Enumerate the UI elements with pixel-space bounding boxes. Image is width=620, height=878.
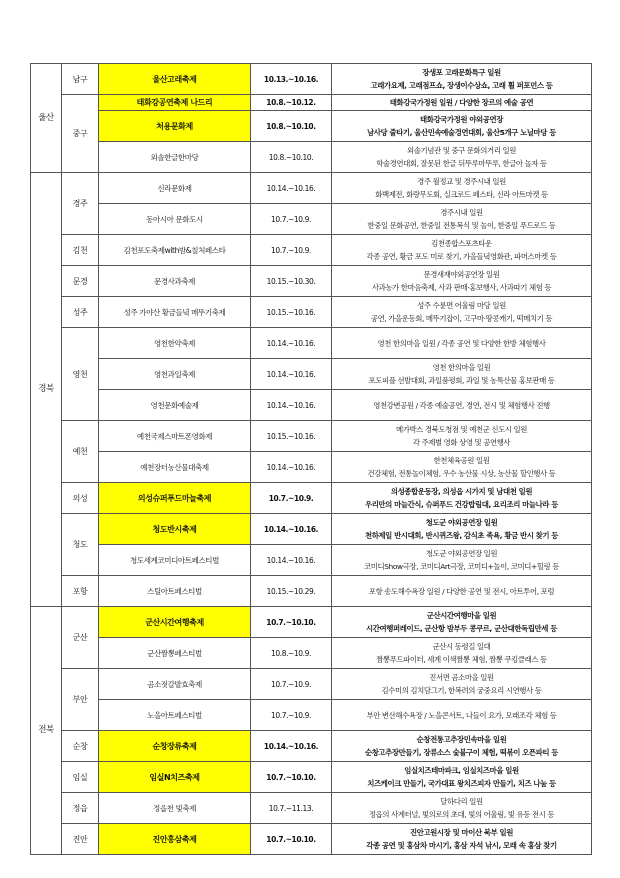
city-cell: 군산 bbox=[62, 607, 99, 669]
table-row bbox=[31, 731, 592, 762]
description-line: 순창전통고추장민속마을 일원 bbox=[416, 735, 507, 744]
description-line: 포항 송도해수욕장 일원 / 다양한 공연 및 전시, 아트투어, 포럼 bbox=[368, 586, 555, 596]
festival-name: 청도반시축제 bbox=[99, 514, 251, 545]
festival-description bbox=[332, 95, 592, 111]
festival-date: 10.7.~10.10. bbox=[251, 607, 332, 638]
festival-date: 10.7.~10.10. bbox=[251, 762, 332, 793]
table-row bbox=[31, 514, 592, 545]
festival-description bbox=[332, 204, 592, 235]
table-row bbox=[31, 762, 592, 793]
description-line: 화백제전, 화랑무도회, 실크로드 페스타, 신라 아트마켓 등 bbox=[375, 190, 548, 199]
festival-date: 10.15.~10.16. bbox=[251, 421, 332, 452]
festival-description bbox=[332, 762, 592, 793]
description-line: 한중일 문화공연, 한중일 전통복식 및 놀이, 한중일 푸드로드 등 bbox=[367, 221, 556, 230]
festival-date: 10.14.~10.16. bbox=[251, 173, 332, 204]
city-cell: 청도 bbox=[62, 514, 99, 576]
festival-date: 10.7.~11.13. bbox=[251, 793, 332, 824]
description-line: 진서면 곰소마을 일원 bbox=[429, 673, 494, 682]
city-cell: 순창 bbox=[62, 731, 99, 762]
table-row bbox=[31, 173, 592, 204]
city-cell: 부안 bbox=[62, 669, 99, 731]
city-cell: 포항 bbox=[62, 576, 99, 607]
festival-date: 10.8.~10.12. bbox=[251, 95, 332, 111]
city-cell: 임실 bbox=[62, 762, 99, 793]
table-row bbox=[31, 421, 592, 452]
city-cell: 정읍 bbox=[62, 793, 99, 824]
table-row bbox=[31, 390, 592, 421]
description-line: 우리만의 마늘간식, 슈퍼푸드 건강밥림대, 요리조리 마늘나라 등 bbox=[364, 500, 559, 509]
description-line: 달하다리 일원 bbox=[440, 797, 483, 806]
festival-description bbox=[332, 576, 592, 607]
table-row bbox=[31, 669, 592, 700]
festival-description bbox=[332, 173, 592, 204]
description-line: 시간여행퍼레이드, 군산항 밤부두 콩쿠르, 군산대한독립만세 등 bbox=[366, 624, 557, 633]
festival-date: 10.7.~10.9. bbox=[251, 235, 332, 266]
festival-name: 진안홍삼축제 bbox=[99, 824, 251, 855]
description-line: 치즈케이크 만들기, 국가대표 왕치즈피자 만들기, 치즈 나눔 등 bbox=[367, 779, 556, 788]
description-line: 천하제일 반시대회, 반시퀴즈왕, 감식초 족욕, 황금 반시 찾기 등 bbox=[364, 531, 559, 540]
festival-name: 영천과일축제 bbox=[99, 359, 251, 390]
festival-table-body bbox=[31, 64, 592, 855]
festival-name: 군산시간여행축제 bbox=[99, 607, 251, 638]
description-line: 영천 한의마을 일원 / 각종 공연 및 다양한 한방 체험행사 bbox=[377, 338, 546, 348]
description-line: 메가박스 경북도청점 및 예천군 신도시 일원 bbox=[395, 425, 528, 434]
table-row bbox=[31, 111, 592, 142]
description-line: 정읍의 사계터널, 빛의로의 초대, 빛의 어울림, 빛 유등 전시 등 bbox=[368, 810, 555, 819]
city-cell: 문경 bbox=[62, 266, 99, 297]
festival-name: 순창장류축제 bbox=[99, 731, 251, 762]
festival-name: 노을아트페스티벌 bbox=[99, 700, 251, 731]
festival-date: 10.15.~10.29. bbox=[251, 576, 332, 607]
festival-date: 10.14.~10.16. bbox=[251, 359, 332, 390]
festival-description bbox=[332, 266, 592, 297]
festival-name: 예천장터농산물대축제 bbox=[99, 452, 251, 483]
table-row bbox=[31, 545, 592, 576]
description-line: 남사당 줄타기, 울산민속예술경연대회, 울산5개구 노닐마당 등 bbox=[367, 128, 556, 137]
festival-description bbox=[332, 111, 592, 142]
table-row bbox=[31, 452, 592, 483]
festival-name: 성주 가야산 황금들녘 메뚜기축제 bbox=[99, 297, 251, 328]
festival-date: 10.8.~10.10. bbox=[251, 111, 332, 142]
festival-date: 10.7.~10.9. bbox=[251, 204, 332, 235]
region-cell: 울산 bbox=[31, 64, 62, 173]
festival-name: 처용문화제 bbox=[99, 111, 251, 142]
description-line: 군산시 동령길 일대 bbox=[432, 642, 491, 651]
festival-name: 군산짬뽕페스티벌 bbox=[99, 638, 251, 669]
description-line: 태화강국가정원 일원 / 다양한 장르의 예술 공연 bbox=[389, 98, 534, 107]
festival-description bbox=[332, 607, 592, 638]
city-cell: 의성 bbox=[62, 483, 99, 514]
festival-date: 10.14.~10.16. bbox=[251, 545, 332, 576]
festival-name: 청도세계코미디아트페스티벌 bbox=[99, 545, 251, 576]
description-line: 짬뽕푸드파이터, 세계 이색짬뽕 체험, 짬뽕 쿠킹클래스 등 bbox=[376, 655, 547, 664]
description-line: 공연, 가을운동회, 메뚜기잡이, 고구마·땅콩캐기, 떡메치기 등 bbox=[370, 314, 553, 323]
festival-date: 10.13.~10.16. bbox=[251, 64, 332, 95]
table-row bbox=[31, 266, 592, 297]
festival-description bbox=[332, 235, 592, 266]
festival-date: 10.7.~10.9. bbox=[251, 700, 332, 731]
description-line: 의성종합운동장, 의성읍 시가지 및 남대천 일원 bbox=[390, 487, 533, 496]
festival-name: 정읍천 빛축제 bbox=[99, 793, 251, 824]
festival-date: 10.14.~10.16. bbox=[251, 514, 332, 545]
table-row bbox=[31, 607, 592, 638]
festival-table bbox=[30, 63, 592, 855]
festival-date: 10.8.~10.9. bbox=[251, 638, 332, 669]
festival-name: 예천국제스마트폰영화제 bbox=[99, 421, 251, 452]
description-line: 진안고원시장 및 마이산 북부 일원 bbox=[409, 828, 514, 837]
city-cell: 중구 bbox=[62, 95, 99, 173]
description-line: 고래가요제, 고래점프쇼, 장생이수상쇼, 고래 휠 퍼포먼스 등 bbox=[370, 81, 553, 90]
table-row bbox=[31, 95, 592, 111]
description-line: 경주 월정교 및 경주시내 일원 bbox=[417, 177, 506, 186]
city-cell: 남구 bbox=[62, 64, 99, 95]
festival-date: 10.7.~10.9. bbox=[251, 669, 332, 700]
table-row bbox=[31, 638, 592, 669]
festival-description bbox=[332, 328, 592, 359]
festival-date: 10.15.~10.16. bbox=[251, 297, 332, 328]
festival-name: 곰소젓갈발효축제 bbox=[99, 669, 251, 700]
festival-name: 동아시아 문화도시 bbox=[99, 204, 251, 235]
festival-description bbox=[332, 669, 592, 700]
festival-description bbox=[332, 514, 592, 545]
festival-name: 스틸아트페스티벌 bbox=[99, 576, 251, 607]
description-line: 군산시간여행마을 일원 bbox=[426, 611, 497, 620]
festival-description bbox=[332, 390, 592, 421]
festival-date: 10.14.~10.16. bbox=[251, 328, 332, 359]
festival-name: 문경사과축제 bbox=[99, 266, 251, 297]
festival-date: 10.14.~10.16. bbox=[251, 731, 332, 762]
description-line: 각종 공연 및 홍삼차 마시기, 홍삼 자석 낚시, 모래 속 홍삼 찾기 bbox=[366, 841, 557, 850]
city-cell: 경주 bbox=[62, 173, 99, 235]
description-line: 장생포 고래문화특구 일원 bbox=[422, 68, 501, 77]
description-line: 학술경연대회, 잘못된 한글 뒤뚜루마뚜루, 한글아 놀자 등 bbox=[376, 159, 547, 168]
table-row bbox=[31, 235, 592, 266]
description-line: 임실치즈테마파크, 임실치즈마을 일원 bbox=[404, 766, 519, 775]
table-row bbox=[31, 700, 592, 731]
table-row bbox=[31, 328, 592, 359]
city-cell: 예천 bbox=[62, 421, 99, 483]
description-line: 김천종합스포츠타운 bbox=[431, 239, 492, 248]
city-cell: 진안 bbox=[62, 824, 99, 855]
description-line: 청도군 야외공연장 일원 bbox=[425, 549, 498, 558]
festival-description bbox=[332, 64, 592, 95]
festival-date: 10.15.~10.30. bbox=[251, 266, 332, 297]
description-line: 성주 수륜면 어울림 마당 일원 bbox=[417, 301, 506, 310]
region-cell: 경북 bbox=[31, 173, 62, 607]
table-row bbox=[31, 483, 592, 514]
city-cell: 성주 bbox=[62, 297, 99, 328]
description-line: 태화강국가정원 야외공연장 bbox=[419, 115, 504, 124]
festival-date: 10.8.~10.10. bbox=[251, 142, 332, 173]
festival-name: 외솔한글한마당 bbox=[99, 142, 251, 173]
table-row bbox=[31, 359, 592, 390]
description-line: 문경새재야외공연장 일원 bbox=[423, 270, 500, 279]
festival-date: 10.14.~10.16. bbox=[251, 390, 332, 421]
festival-description bbox=[332, 483, 592, 514]
festival-description bbox=[332, 452, 592, 483]
festival-name: 임실N치즈축제 bbox=[99, 762, 251, 793]
description-line: 포도피플 선발대회, 과일품평회, 과일 및 농특산물 홍보판매 등 bbox=[368, 376, 555, 385]
festival-description bbox=[332, 793, 592, 824]
table-row bbox=[31, 204, 592, 235]
description-line: 청도군 야외공연장 일원 bbox=[425, 518, 498, 527]
festival-date: 10.7.~10.10. bbox=[251, 824, 332, 855]
festival-name: 신라문화제 bbox=[99, 173, 251, 204]
festival-description bbox=[332, 824, 592, 855]
description-line: 사과농가 한마음축제, 사과 판매·홍보행사, 사과따기 체험 등 bbox=[371, 283, 552, 292]
festival-name: 울산고래축제 bbox=[99, 64, 251, 95]
table-row bbox=[31, 297, 592, 328]
table-row bbox=[31, 142, 592, 173]
festival-description bbox=[332, 638, 592, 669]
festival-date: 10.14.~10.16. bbox=[251, 452, 332, 483]
description-line: 코미디Show극장, 코미디Art극장, 코미디+놀이, 코미디+힐링 등 bbox=[364, 562, 559, 571]
festival-name: 영천한약축제 bbox=[99, 328, 251, 359]
description-line: 각 주제별 영화 상영 및 공연행사 bbox=[412, 438, 511, 447]
description-line: 각종 공연, 황금 포도 미로 찾기, 가을들녘영화관, 파머스마켓 등 bbox=[366, 252, 557, 261]
description-line: 건강체험, 전통놀이체험, 우수 농산물 시상, 농산물 할인행사 등 bbox=[367, 469, 556, 478]
city-cell: 영천 bbox=[62, 328, 99, 421]
table-row bbox=[31, 576, 592, 607]
table-row bbox=[31, 793, 592, 824]
description-line: 경주시내 일원 bbox=[440, 208, 483, 217]
region-cell: 전북 bbox=[31, 607, 62, 855]
description-line: 부안 변산해수욕장 / 노을콘서트, 나들이 요가, 모래조각 체험 등 bbox=[366, 710, 557, 720]
festival-description bbox=[332, 421, 592, 452]
festival-name: 의성슈퍼푸드마늘축제 bbox=[99, 483, 251, 514]
description-line: 한천체육공원 일원 bbox=[433, 456, 490, 465]
festival-name: 태화강공연축제 나드리 bbox=[99, 95, 251, 111]
table-row bbox=[31, 64, 592, 95]
festival-description bbox=[332, 700, 592, 731]
festival-description bbox=[332, 545, 592, 576]
description-line: 순창고추장만들기, 장류소스 숯불구이 체험, 떡볶이 오픈파티 등 bbox=[364, 748, 559, 757]
city-cell: 김천 bbox=[62, 235, 99, 266]
festival-name: 영천문화예술제 bbox=[99, 390, 251, 421]
festival-description bbox=[332, 731, 592, 762]
description-line: 영천 한의마을 일원 bbox=[432, 363, 491, 372]
festival-date: 10.7.~10.9. bbox=[251, 483, 332, 514]
table-row bbox=[31, 824, 592, 855]
description-line: 영천강변공원 / 각종 예술공연, 경연, 전시 및 체험행사 진행 bbox=[373, 400, 550, 410]
festival-description bbox=[332, 297, 592, 328]
description-line: 외솔기념관 및 중구 문화의거리 일원 bbox=[407, 146, 516, 155]
festival-name: 김천포도축제with밤&칠처페스타 bbox=[99, 235, 251, 266]
festival-description bbox=[332, 359, 592, 390]
description-line: 김수미의 김치담그기, 한복려의 궁중요리 시연행사 등 bbox=[381, 686, 542, 695]
festival-description bbox=[332, 142, 592, 173]
